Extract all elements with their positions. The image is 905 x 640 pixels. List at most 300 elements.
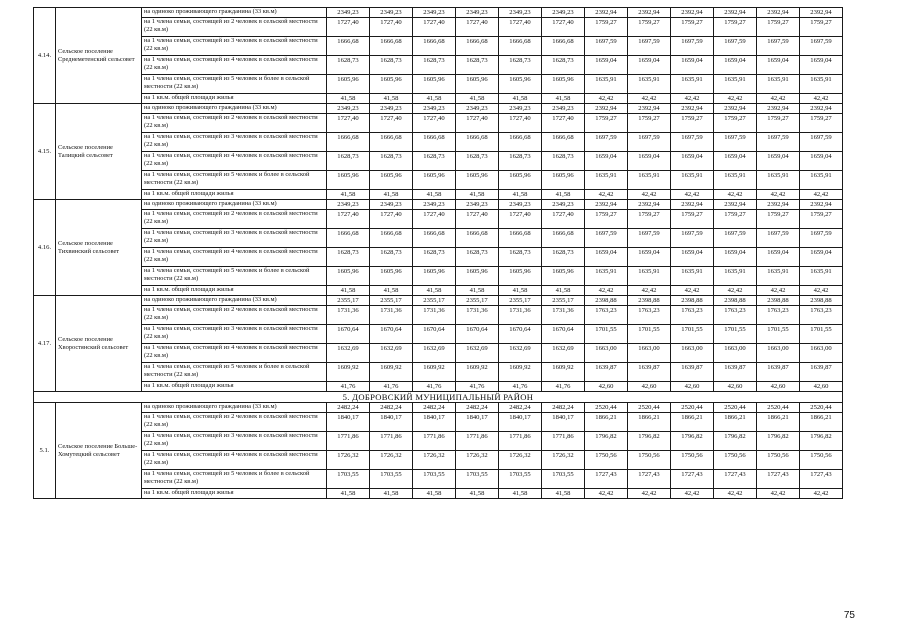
value-cell: 1796,82 [714, 432, 757, 451]
value-cell: 1703,55 [456, 470, 499, 489]
value-cell: 1659,04 [714, 152, 757, 171]
value-cell: 1726,32 [370, 451, 413, 470]
value-cell: 41,58 [456, 94, 499, 104]
value-cell: 1731,36 [456, 306, 499, 325]
value-cell: 2482,24 [327, 403, 370, 413]
value-cell: 1628,73 [456, 248, 499, 267]
value-cell: 42,42 [671, 190, 714, 200]
value-cell: 1670,64 [370, 325, 413, 344]
value-cell: 1840,17 [456, 413, 499, 432]
table-row [34, 470, 843, 489]
value-cell: 2520,44 [628, 403, 671, 413]
value-cell: 1635,91 [757, 171, 800, 190]
value-cell: 1759,27 [714, 114, 757, 133]
value-cell: 1763,23 [800, 306, 843, 325]
row-description: на одиноко проживающего гражданина (33 кв.м) [142, 104, 327, 114]
value-cell: 1663,00 [671, 344, 714, 363]
table-row [34, 152, 843, 171]
value-cell: 1763,23 [757, 306, 800, 325]
table-row [34, 489, 843, 499]
value-cell: 1771,86 [542, 432, 585, 451]
value-cell: 42,60 [714, 382, 757, 392]
row-description: на 1 кв.м. общей площади жилья [142, 94, 327, 104]
value-cell: 1628,73 [499, 248, 542, 267]
value-cell: 1701,55 [800, 325, 843, 344]
value-cell: 1605,96 [413, 75, 456, 94]
table-row [34, 104, 843, 114]
value-cell: 1759,27 [585, 210, 628, 229]
value-cell: 1605,96 [542, 171, 585, 190]
value-cell: 1697,59 [585, 229, 628, 248]
value-cell: 1727,40 [370, 18, 413, 37]
value-cell: 41,58 [327, 286, 370, 296]
value-cell: 1840,17 [327, 413, 370, 432]
value-cell: 1697,59 [585, 37, 628, 56]
value-cell: 41,76 [370, 382, 413, 392]
value-cell: 2392,94 [585, 104, 628, 114]
table-row [34, 190, 843, 200]
value-cell: 1666,68 [542, 133, 585, 152]
value-cell: 1628,73 [456, 56, 499, 75]
value-cell: 1632,69 [456, 344, 499, 363]
value-cell: 1628,73 [499, 152, 542, 171]
value-cell: 41,58 [370, 94, 413, 104]
value-cell: 42,42 [671, 286, 714, 296]
value-cell: 2398,88 [714, 296, 757, 306]
value-cell: 2392,94 [757, 8, 800, 18]
value-cell: 42,60 [585, 382, 628, 392]
value-cell: 42,42 [585, 190, 628, 200]
value-cell: 1703,55 [499, 470, 542, 489]
value-cell: 1727,43 [671, 470, 714, 489]
value-cell: 1605,96 [327, 75, 370, 94]
value-cell: 2349,23 [499, 104, 542, 114]
section-title: 5. ДОБРОВСКИЙ МУНИЦИПАЛЬНЫЙ РАЙОН [34, 392, 843, 403]
value-cell: 1659,04 [757, 152, 800, 171]
value-cell: 1639,87 [628, 363, 671, 382]
value-cell: 1628,73 [370, 56, 413, 75]
value-cell: 1701,55 [671, 325, 714, 344]
value-cell: 1605,96 [370, 75, 413, 94]
value-cell: 1635,91 [714, 75, 757, 94]
value-cell: 2392,94 [628, 104, 671, 114]
value-cell: 1666,68 [413, 133, 456, 152]
value-cell: 41,58 [542, 489, 585, 499]
row-group-index: 4.17. [34, 296, 56, 392]
value-cell: 41,58 [542, 286, 585, 296]
value-cell: 42,60 [628, 382, 671, 392]
value-cell: 2349,23 [327, 8, 370, 18]
value-cell: 42,42 [757, 286, 800, 296]
value-cell: 1727,40 [327, 18, 370, 37]
value-cell: 1759,27 [800, 18, 843, 37]
tariff-table-sheet [33, 7, 842, 499]
value-cell: 1635,91 [585, 171, 628, 190]
value-cell: 1759,27 [628, 18, 671, 37]
value-cell: 1726,32 [413, 451, 456, 470]
value-cell: 2355,17 [542, 296, 585, 306]
value-cell: 1701,55 [628, 325, 671, 344]
value-cell: 1727,43 [757, 470, 800, 489]
value-cell: 1639,87 [800, 363, 843, 382]
value-cell: 1605,96 [327, 171, 370, 190]
value-cell: 1697,59 [714, 133, 757, 152]
value-cell: 2392,94 [757, 104, 800, 114]
value-cell: 1703,55 [413, 470, 456, 489]
table-row [34, 133, 843, 152]
value-cell: 1727,40 [370, 114, 413, 133]
table-row [34, 8, 843, 18]
value-cell: 2392,94 [714, 200, 757, 210]
value-cell: 1727,40 [499, 18, 542, 37]
value-cell: 2392,94 [800, 200, 843, 210]
value-cell: 1796,82 [585, 432, 628, 451]
table-row [34, 306, 843, 325]
value-cell: 1726,32 [456, 451, 499, 470]
value-cell: 1609,92 [499, 363, 542, 382]
value-cell: 1796,82 [671, 432, 714, 451]
value-cell: 2349,23 [413, 200, 456, 210]
value-cell: 42,60 [757, 382, 800, 392]
value-cell: 41,58 [413, 286, 456, 296]
value-cell: 1727,40 [542, 114, 585, 133]
value-cell: 42,42 [628, 190, 671, 200]
value-cell: 1727,40 [456, 18, 499, 37]
value-cell: 2520,44 [757, 403, 800, 413]
value-cell: 1866,21 [757, 413, 800, 432]
value-cell: 1605,96 [499, 267, 542, 286]
value-cell: 1670,64 [327, 325, 370, 344]
value-cell: 2398,88 [671, 296, 714, 306]
value-cell: 1663,00 [628, 344, 671, 363]
value-cell: 2355,17 [413, 296, 456, 306]
value-cell: 1750,56 [757, 451, 800, 470]
value-cell: 1759,27 [671, 114, 714, 133]
table-row [34, 18, 843, 37]
value-cell: 1659,04 [628, 152, 671, 171]
row-description: на 1 кв.м. общей площади жилья [142, 190, 327, 200]
row-description: на 1 члена семьи, состоящей из 2 человек в сельской местности (22 кв.м) [142, 114, 327, 133]
value-cell: 1659,04 [800, 56, 843, 75]
row-description: на 1 члена семьи, состоящей из 5 человек и более в сельской местности (22 кв.м) [142, 267, 327, 286]
value-cell: 1840,17 [413, 413, 456, 432]
value-cell: 2520,44 [800, 403, 843, 413]
row-description: на 1 члена семьи, состоящей из 5 человек и более в сельской местности (22 кв.м) [142, 75, 327, 94]
row-group-index: 4.15. [34, 104, 56, 200]
value-cell: 2349,23 [413, 104, 456, 114]
row-description: на 1 кв.м. общей площади жилья [142, 286, 327, 296]
value-cell: 2355,17 [327, 296, 370, 306]
value-cell: 1759,27 [757, 210, 800, 229]
value-cell: 1727,43 [628, 470, 671, 489]
value-cell: 1635,91 [757, 75, 800, 94]
value-cell: 1840,17 [370, 413, 413, 432]
value-cell: 1727,40 [456, 114, 499, 133]
value-cell: 2349,23 [370, 8, 413, 18]
value-cell: 1727,40 [542, 18, 585, 37]
value-cell: 1727,40 [499, 114, 542, 133]
value-cell: 1701,55 [757, 325, 800, 344]
value-cell: 1635,91 [714, 171, 757, 190]
value-cell: 2482,24 [456, 403, 499, 413]
value-cell: 42,42 [757, 190, 800, 200]
table-row [34, 210, 843, 229]
value-cell: 1759,27 [628, 210, 671, 229]
value-cell: 42,60 [800, 382, 843, 392]
settlement-name: Сельское поселение Талицкий сельсовет [56, 104, 142, 200]
settlement-name: Сельское поселение Среднеметенский сельсовет [56, 8, 142, 104]
value-cell: 1635,91 [628, 267, 671, 286]
value-cell: 2349,23 [327, 104, 370, 114]
table-row [34, 229, 843, 248]
value-cell: 1703,55 [327, 470, 370, 489]
row-description: на 1 члена семьи, состоящей из 4 человек в сельской местности (22 кв.м) [142, 152, 327, 171]
settlement-name: Сельское поселение Тихвинский сельсовет [56, 200, 142, 296]
value-cell: 1666,68 [413, 229, 456, 248]
value-cell: 1632,69 [413, 344, 456, 363]
value-cell: 1628,73 [327, 248, 370, 267]
value-cell: 2355,17 [499, 296, 542, 306]
value-cell: 1635,91 [800, 75, 843, 94]
value-cell: 2482,24 [499, 403, 542, 413]
value-cell: 2482,24 [370, 403, 413, 413]
table-row [34, 286, 843, 296]
row-description: на 1 кв.м. общей площади жилья [142, 382, 327, 392]
value-cell: 1759,27 [628, 114, 671, 133]
row-description: на 1 члена семьи, состоящей из 4 человек в сельской местности (22 кв.м) [142, 451, 327, 470]
row-description: на одиноко проживающего гражданина (33 кв.м) [142, 8, 327, 18]
value-cell: 42,42 [671, 489, 714, 499]
table-body [34, 8, 843, 499]
row-description: на 1 члена семьи, состоящей из 2 человек в сельской местности (22 кв.м) [142, 18, 327, 37]
value-cell: 1609,92 [542, 363, 585, 382]
table-row [34, 325, 843, 344]
value-cell: 1632,69 [542, 344, 585, 363]
value-cell: 1666,68 [542, 229, 585, 248]
value-cell: 1666,68 [327, 133, 370, 152]
value-cell: 1666,68 [456, 37, 499, 56]
value-cell: 1659,04 [671, 152, 714, 171]
row-description: на 1 члена семьи, состоящей из 5 человек и более в сельской местности (22 кв.м) [142, 171, 327, 190]
value-cell: 42,42 [714, 286, 757, 296]
value-cell: 1840,17 [542, 413, 585, 432]
value-cell: 1666,68 [542, 37, 585, 56]
value-cell: 1670,64 [456, 325, 499, 344]
value-cell: 1731,36 [499, 306, 542, 325]
row-group-index: 4.14. [34, 8, 56, 104]
value-cell: 1701,55 [714, 325, 757, 344]
value-cell: 1659,04 [628, 248, 671, 267]
value-cell: 1697,59 [800, 133, 843, 152]
value-cell: 1605,96 [370, 267, 413, 286]
value-cell: 1663,00 [757, 344, 800, 363]
value-cell: 1605,96 [413, 171, 456, 190]
value-cell: 1750,56 [800, 451, 843, 470]
value-cell: 1701,55 [585, 325, 628, 344]
value-cell: 1659,04 [585, 152, 628, 171]
value-cell: 2520,44 [671, 403, 714, 413]
row-description: на 1 члена семьи, состоящей из 3 человек в сельской местности (22 кв.м) [142, 37, 327, 56]
value-cell: 1635,91 [628, 75, 671, 94]
row-description: на 1 члена семьи, состоящей из 4 человек в сельской местности (22 кв.м) [142, 248, 327, 267]
value-cell: 1866,21 [585, 413, 628, 432]
value-cell: 41,58 [499, 489, 542, 499]
value-cell: 1763,23 [585, 306, 628, 325]
value-cell: 42,42 [585, 286, 628, 296]
value-cell: 1609,92 [370, 363, 413, 382]
value-cell: 41,58 [370, 286, 413, 296]
value-cell: 2392,94 [671, 8, 714, 18]
value-cell: 42,42 [800, 94, 843, 104]
value-cell: 1759,27 [757, 18, 800, 37]
value-cell: 1666,68 [456, 133, 499, 152]
value-cell: 2349,23 [370, 104, 413, 114]
value-cell: 41,58 [499, 286, 542, 296]
value-cell: 1866,21 [800, 413, 843, 432]
value-cell: 41,58 [456, 489, 499, 499]
value-cell: 1666,68 [499, 133, 542, 152]
value-cell: 1697,59 [671, 37, 714, 56]
value-cell: 2349,23 [499, 200, 542, 210]
value-cell: 41,76 [499, 382, 542, 392]
value-cell: 1666,68 [370, 133, 413, 152]
page-number: 75 [843, 610, 855, 621]
value-cell: 1670,64 [413, 325, 456, 344]
value-cell: 1628,73 [542, 248, 585, 267]
settlement-name: Сельское поселение Хворостянский сельсовет [56, 296, 142, 392]
value-cell: 1635,91 [671, 171, 714, 190]
tariff-table [33, 7, 843, 499]
table-row [34, 413, 843, 432]
row-description: на одиноко проживающего гражданина (33 кв.м) [142, 403, 327, 413]
value-cell: 1609,92 [327, 363, 370, 382]
value-cell: 1670,64 [542, 325, 585, 344]
value-cell: 41,76 [542, 382, 585, 392]
table-row [34, 363, 843, 382]
value-cell: 1628,73 [413, 248, 456, 267]
table-row [34, 37, 843, 56]
row-description: на 1 члена семьи, состоящей из 5 человек и более в сельской местности (22 кв.м) [142, 470, 327, 489]
value-cell: 1666,68 [456, 229, 499, 248]
value-cell: 2392,94 [585, 8, 628, 18]
value-cell: 1697,59 [757, 229, 800, 248]
table-row [34, 296, 843, 306]
value-cell: 1759,27 [671, 18, 714, 37]
value-cell: 2349,23 [456, 104, 499, 114]
value-cell: 41,58 [499, 190, 542, 200]
value-cell: 1605,96 [456, 171, 499, 190]
value-cell: 1731,36 [327, 306, 370, 325]
table-row [34, 56, 843, 75]
value-cell: 2349,23 [456, 8, 499, 18]
value-cell: 1659,04 [800, 248, 843, 267]
row-description: на 1 члена семьи, состоящей из 3 человек в сельской местности (22 кв.м) [142, 432, 327, 451]
value-cell: 42,42 [628, 489, 671, 499]
value-cell: 1635,91 [585, 267, 628, 286]
value-cell: 41,58 [327, 94, 370, 104]
value-cell: 1659,04 [671, 248, 714, 267]
value-cell: 42,42 [757, 94, 800, 104]
row-description: на 1 члена семьи, состоящей из 3 человек в сельской местности (22 кв.м) [142, 229, 327, 248]
value-cell: 1635,91 [628, 171, 671, 190]
row-description: на 1 члена семьи, состоящей из 2 человек в сельской местности (22 кв.м) [142, 306, 327, 325]
value-cell: 1750,56 [714, 451, 757, 470]
value-cell: 1659,04 [671, 56, 714, 75]
value-cell: 41,76 [456, 382, 499, 392]
value-cell: 1726,32 [542, 451, 585, 470]
value-cell: 1759,27 [585, 18, 628, 37]
value-cell: 41,58 [542, 94, 585, 104]
value-cell: 1763,23 [628, 306, 671, 325]
value-cell: 2349,23 [542, 104, 585, 114]
value-cell: 2392,94 [628, 200, 671, 210]
value-cell: 2392,94 [628, 8, 671, 18]
value-cell: 42,42 [714, 94, 757, 104]
value-cell: 1727,40 [456, 210, 499, 229]
value-cell: 1727,40 [542, 210, 585, 229]
value-cell: 1866,21 [628, 413, 671, 432]
value-cell: 42,42 [585, 489, 628, 499]
table-row [34, 267, 843, 286]
value-cell: 1666,68 [499, 37, 542, 56]
value-cell: 41,58 [456, 286, 499, 296]
value-cell: 1639,87 [585, 363, 628, 382]
value-cell: 1635,91 [671, 75, 714, 94]
value-cell: 2398,88 [800, 296, 843, 306]
value-cell: 1663,00 [714, 344, 757, 363]
value-cell: 2392,94 [585, 200, 628, 210]
value-cell: 2349,23 [456, 200, 499, 210]
value-cell: 1628,73 [542, 56, 585, 75]
value-cell: 2349,23 [542, 200, 585, 210]
row-group-index: 4.16. [34, 200, 56, 296]
value-cell: 1635,91 [671, 267, 714, 286]
value-cell: 42,42 [800, 190, 843, 200]
table-row [34, 382, 843, 392]
value-cell: 1635,91 [585, 75, 628, 94]
value-cell: 1632,69 [370, 344, 413, 363]
value-cell: 1697,59 [671, 133, 714, 152]
value-cell: 41,76 [413, 382, 456, 392]
value-cell: 41,58 [327, 190, 370, 200]
value-cell: 1771,86 [370, 432, 413, 451]
value-cell: 2355,17 [370, 296, 413, 306]
value-cell: 2392,94 [757, 200, 800, 210]
value-cell: 1605,96 [499, 75, 542, 94]
value-cell: 1750,56 [585, 451, 628, 470]
value-cell: 1666,68 [370, 37, 413, 56]
value-cell: 1726,32 [499, 451, 542, 470]
value-cell: 1666,68 [413, 37, 456, 56]
value-cell: 2398,88 [757, 296, 800, 306]
value-cell: 1605,96 [456, 267, 499, 286]
value-cell: 1605,96 [456, 75, 499, 94]
row-description: на 1 члена семьи, состоящей из 4 человек в сельской местности (22 кв.м) [142, 344, 327, 363]
value-cell: 1632,69 [499, 344, 542, 363]
value-cell: 1796,82 [628, 432, 671, 451]
value-cell: 1666,68 [327, 229, 370, 248]
settlement-name: Сельское поселение Больше-Хомутецкий сельсовет [56, 403, 142, 499]
value-cell: 1659,04 [585, 56, 628, 75]
value-cell: 1727,43 [714, 470, 757, 489]
table-row [34, 114, 843, 133]
value-cell: 1697,59 [757, 133, 800, 152]
value-cell: 1628,73 [327, 152, 370, 171]
value-cell: 1866,21 [671, 413, 714, 432]
value-cell: 1628,73 [327, 56, 370, 75]
value-cell: 1628,73 [370, 248, 413, 267]
row-description: на одиноко проживающего гражданина (33 кв.м) [142, 200, 327, 210]
